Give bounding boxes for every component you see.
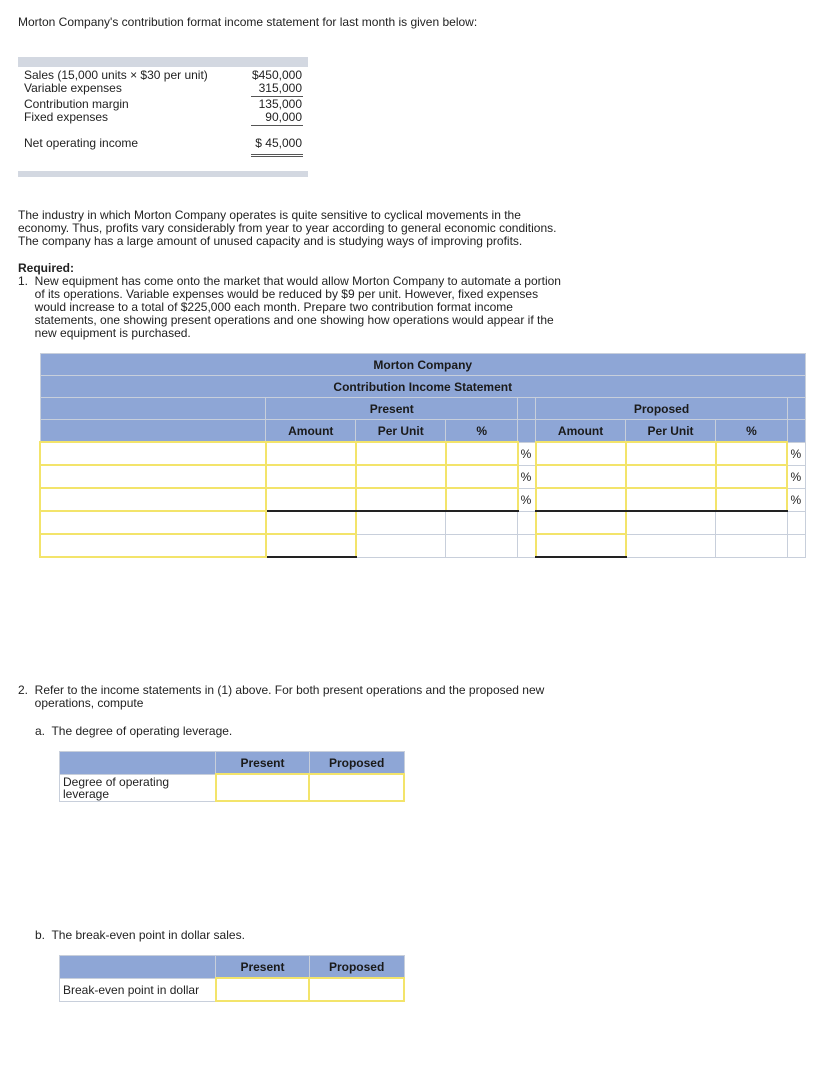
percent-sign: % bbox=[518, 442, 536, 465]
industry-paragraph: The industry in which Morton Company operates is quite sensitive to cyclical movements in the economy. Thus, profits vary considerably from year to year according to general economic conditions. The company has a large amount of unused capacity and is studying ways of improving profits. bbox=[18, 208, 557, 248]
present-percent-header: % bbox=[446, 420, 518, 443]
present-percent-input[interactable] bbox=[446, 442, 518, 465]
required-title: Required: bbox=[18, 261, 75, 275]
col-proposed-header: Proposed bbox=[309, 956, 404, 979]
fixed-expenses-value: 90,000 bbox=[265, 110, 302, 124]
proposed-percent-input[interactable] bbox=[716, 465, 788, 488]
col-present-header: Present bbox=[216, 752, 310, 775]
percent-sign: % bbox=[518, 465, 536, 488]
net-operating-income-value: $ 45,000 bbox=[255, 136, 302, 150]
fixed-expenses-label: Fixed expenses bbox=[24, 110, 109, 124]
proposed-per-unit-input[interactable] bbox=[626, 465, 716, 488]
variable-expenses-label: Variable expenses bbox=[24, 81, 122, 95]
net-operating-income-label: Net operating income bbox=[24, 136, 139, 150]
table-row bbox=[40, 511, 806, 534]
degree-of-operating-leverage-label: Degree of operating leverage bbox=[60, 774, 216, 801]
required-section: Required: 1. New equipment has come onto the market that would allow Morton Company to automate a portion of its operations. Variable expenses would be reduced by $9 per unit. However, fixed expenses would increase to a total of $225,000 each month. Prepare two contribution format income statements, one showing present operations and one showing how operations would appear if the new equipment is purchased. bbox=[18, 261, 561, 340]
percent-sign: % bbox=[787, 465, 805, 488]
col-present-header: Present bbox=[216, 956, 310, 979]
table-row bbox=[40, 465, 806, 488]
statement-top-bar bbox=[18, 57, 308, 67]
part-a-text: a. The degree of operating leverage. bbox=[35, 724, 233, 738]
proposed-per-unit-input[interactable] bbox=[626, 442, 716, 465]
proposed-amount-header: Amount bbox=[536, 420, 626, 443]
row-label-input[interactable] bbox=[40, 534, 266, 557]
table-row bbox=[40, 534, 806, 557]
proposed-percent-input[interactable] bbox=[716, 488, 788, 511]
operating-leverage-table bbox=[59, 751, 405, 802]
proposed-per-unit-input[interactable] bbox=[626, 488, 716, 511]
variable-expenses-value: 315,000 bbox=[258, 81, 302, 95]
present-amount-input[interactable] bbox=[266, 465, 356, 488]
present-amount-input[interactable] bbox=[266, 534, 356, 557]
proposed-amount-input[interactable] bbox=[536, 511, 626, 534]
intro-text: Morton Company's contribution format income statement for last month is given below: bbox=[18, 15, 478, 29]
row-label-input[interactable] bbox=[40, 511, 266, 534]
proposed-amount-input[interactable] bbox=[536, 442, 626, 465]
proposed-percent-input[interactable] bbox=[716, 442, 788, 465]
requirement-2: 2. Refer to the income statements in (1) above. For both present operations and the proposed new operations, compute bbox=[18, 683, 545, 710]
present-per-unit-header: Per Unit bbox=[356, 420, 446, 443]
proposed-amount-input[interactable] bbox=[536, 534, 626, 557]
percent-sign: % bbox=[787, 442, 805, 465]
break-even-table bbox=[59, 955, 405, 1002]
break-even-label: Break-even point in dollar bbox=[60, 978, 216, 1001]
subtotal-rule bbox=[251, 125, 303, 126]
present-amount-input[interactable] bbox=[266, 442, 356, 465]
row-label-input[interactable] bbox=[40, 465, 266, 488]
present-percent-input[interactable] bbox=[446, 488, 518, 511]
proposed-amount-input[interactable] bbox=[536, 488, 626, 511]
proposed-per-unit-header: Per Unit bbox=[626, 420, 716, 443]
row-label-input[interactable] bbox=[40, 488, 266, 511]
present-per-unit-input[interactable] bbox=[356, 442, 446, 465]
sales-label: Sales (15,000 units × $30 per unit) bbox=[24, 68, 208, 82]
contribution-income-table bbox=[39, 353, 806, 558]
sales-value: $450,000 bbox=[251, 68, 302, 82]
present-amount-header: Amount bbox=[266, 420, 356, 443]
percent-sign: % bbox=[518, 488, 536, 511]
present-percent-input[interactable] bbox=[446, 465, 518, 488]
dol-present-input[interactable] bbox=[216, 774, 310, 801]
proposed-header: Proposed bbox=[536, 398, 788, 420]
statement-bottom-bar bbox=[18, 171, 308, 177]
table-row bbox=[40, 442, 806, 465]
dol-proposed-input[interactable] bbox=[309, 774, 404, 801]
present-amount-input[interactable] bbox=[266, 511, 356, 534]
company-name-header: Morton Company bbox=[40, 354, 806, 376]
break-even-present-input[interactable] bbox=[216, 978, 310, 1001]
row-label-input[interactable] bbox=[40, 442, 266, 465]
given-income-statement bbox=[18, 57, 308, 177]
present-amount-input[interactable] bbox=[266, 488, 356, 511]
total-double-rule bbox=[251, 154, 303, 157]
present-per-unit-input[interactable] bbox=[356, 465, 446, 488]
proposed-amount-input[interactable] bbox=[536, 465, 626, 488]
present-header: Present bbox=[266, 398, 518, 420]
contribution-margin-value: 135,000 bbox=[258, 97, 302, 111]
contribution-margin-label: Contribution margin bbox=[24, 97, 129, 111]
break-even-proposed-input[interactable] bbox=[309, 978, 404, 1001]
part-b-text: b. The break-even point in dollar sales. bbox=[35, 928, 245, 942]
present-per-unit-input[interactable] bbox=[356, 488, 446, 511]
proposed-percent-header: % bbox=[716, 420, 788, 443]
col-proposed-header: Proposed bbox=[309, 752, 404, 775]
statement-title-header: Contribution Income Statement bbox=[40, 376, 806, 398]
percent-sign: % bbox=[787, 488, 805, 511]
table-row bbox=[40, 488, 806, 511]
